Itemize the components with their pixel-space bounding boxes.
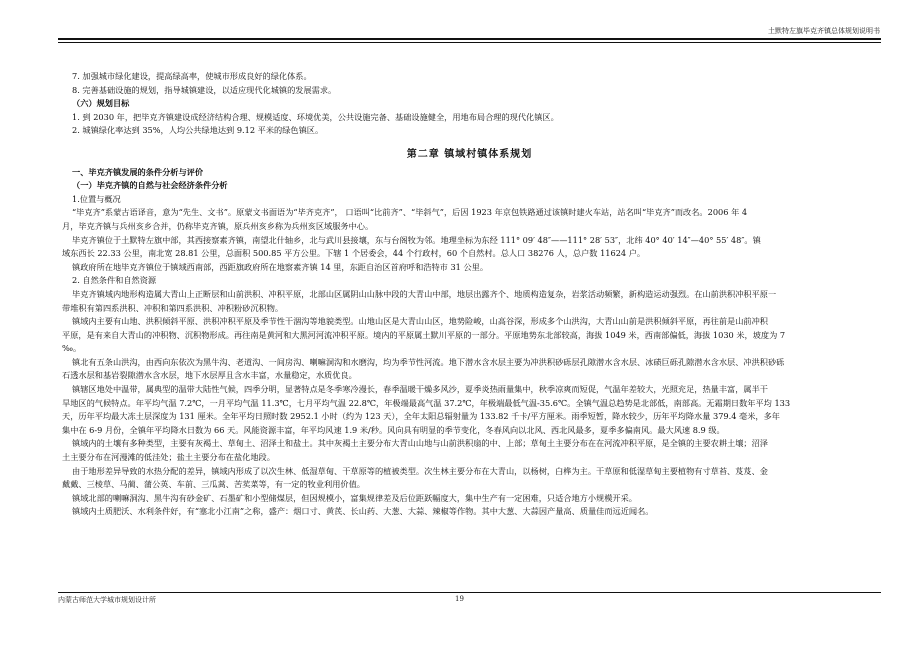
footer-rule [58, 592, 881, 593]
running-header: 土默特左旗毕克齐镇总体规划说明书 [768, 27, 880, 35]
paragraph-line: 镇域内的土壤有多种类型，主要有灰褐土、草甸土、沼泽土和盐土。其中灰褐土主要分布大青山山地与山前洪积扇的中、上部；草甸土主要分布在在河流冲积平原，是全镇的主要农耕土壤；沼泽 [72, 438, 768, 449]
paragraph-line: 毕克齐镇域内地形构造属大青山上正断层和山前洪积、冲积平原，北部山区属阴山山脉中段的大青山中部，地层出露齐个、地质构造复杂，岩浆活动频繁，新构造运动强烈。在山前洪积冲积平原一 [72, 288, 777, 299]
footer-institution: 内蒙古师范大学城市规划设计所 [58, 596, 156, 604]
paragraph-line: 镇域内主要有山地、洪积倾斜平原、洪积冲积平原及季节性干涸沟等地貌类型。山地山区是大青山山区，地势险峻，山高谷深，形成多个山洪沟，大青山山前是洪积倾斜平原，再往前是山前冲积 [72, 316, 768, 327]
paragraph-line: “毕克齐”系蒙古语译音，意为“先生、文书”。原蒙文书面语为“毕齐克齐”， 口语叫“比前齐”、“毕斜气”，后因 1923 年京包铁路通过该镇时建火车站，站名叫“毕克齐”而改名。2006 年 4 [72, 207, 748, 218]
paragraph-line: 1. 到 2030 年，把毕克齐镇建设成经济结构合理、规模适度、环境优美，公共设施完备、基础设施健全，用地布局合理的现代化镇区。 [72, 111, 559, 122]
header-rule-thin [58, 42, 881, 43]
paragraph-line: 集中在 6-9 月份，全镇年平均降水日数为 66 天。风能资源丰富，年平均风速 1.9 米/秒。风向具有明显的季节变化，冬春风向以北风、西北风最多，夏季多偏南风。最大风速 8.9 级。 [62, 424, 725, 435]
paragraph-line: 镇辖区地处中温带，属典型的温带大陆性气候，四季分明，显著特点是冬季寒冷漫长，春季温暖干燥多风沙，夏季炎热雨量集中，秋季凉爽而短促，气温年差较大，光照充足，热量丰富，属半干 [72, 384, 768, 395]
paragraph-line: 7. 加强城市绿化建设，提高绿高率，使城市形成良好的绿化体系。 [72, 71, 312, 81]
paragraph-line: 镇域北部的喇嘛洞沟、黑牛沟有砂金矿、石墨矿和小型储煤层，但因规模小，富集规律差及后位距跃幅度大，集中生产有一定困难，只适合地方小规模开采。 [72, 492, 637, 503]
paragraph-line: 由于地形差异导致的水热分配的差异，镇域内形成了以次生林、低湿草甸、干草原等的植被类型。次生林主要分布在大青山，以杨树，白桦为主。干草原和低湿草甸主要植物有寸草苔、芨芨、金 [72, 465, 768, 476]
paragraph-line: 域东西长 22.33 公里，南北宽 28.81 公里，总面积 500.85 平方公里。下辖 1 个居委会，44 个行政村，60 个自然村。总人口 38276 人，总户数 11624 户。 [62, 248, 646, 259]
paragraph-line: 1.位置与概况 [72, 193, 121, 204]
paragraph-line: 土主要分布在河漫滩的低洼处；盐土主要分布在盐化地段。 [62, 452, 275, 463]
paragraph-line: 天，历年平均最大冻土层深度为 131 厘米。全年平均日照时数 2952.1 小时（约为 123 天），全年太阳总辐射量为 133.82 千卡/平方厘米。雨季短暂，降水较少，历年平均降水量 379.4 毫米，多年 [62, 411, 780, 422]
paragraph-line: 戴戴、三棱草、马蔺、蒲公英、车前、三瓜蒿、苦荬菜等，有一定的牧业利用价值。 [62, 479, 365, 490]
paragraph-line: 月，毕克齐镇与兵州亥乡合并，仍称毕克齐镇，原兵州亥乡称为兵州亥区域服务中心。 [62, 220, 374, 231]
section-heading: （六）规划目标 [72, 98, 130, 109]
paragraph-line: 旱地区的气候特点。年平均气温 7.2℃，一月平均气温 11.3℃，七月平均气温 22.8℃，年极端最高气温 37.2℃，年极端最低气温-35.6℃。全镇气温总趋势是北部低，南部高。无霜期日数年平均 133 [62, 397, 791, 408]
paragraph-line: 毕克齐镇位于土默特左旗中部，其西接察素齐镇，南望北什轴乡，北与武川县接壤，东与台阁牧为邻。地理坐标为东经 111° 09′ 48″——111° 28′ 53″，北纬 40° 40′ 14″—40° 55′ 48″。镇 [72, 234, 761, 245]
paragraph-line: ‰。 [62, 343, 82, 354]
body-text [62, 70, 877, 519]
section-heading: （一）毕克齐镇的自然与社会经济条件分析 [72, 180, 228, 191]
paragraph-line: 石透水层和基岩裂隙潜水含水层，地下水层厚且含水丰富，水量稳定，水质优良。 [62, 370, 357, 381]
paragraph-line: 2. 城镇绿化率达到 35%，人均公共绿地达到 9.12 平米的绿色镇区。 [72, 125, 324, 136]
paragraph-line: 平原，是有来自大青山的冲积物、沉积物形成。再往南是黄河和大黑河河流冲积平原。境内的平原属土默川平原的一部分。平原地势东北部较高，海拔 1049 米，西南部偏低，海拔 1030 米，坡度为 7 [62, 329, 786, 340]
paragraph-line: 镇域内土质肥沃、水利条件好，有“塞北小江南”之称，盛产：烟口寸、黄芪、长山药、大葱、大蒜、辣椒等作物。其中大葱、大蒜因产量高、质量佳而远近闻名。 [72, 506, 654, 517]
header-rule [58, 38, 881, 40]
paragraph-line: 带堆积有第四系洪积、冲积和第四系洪积、冲积粉砂沉积物。 [62, 302, 284, 313]
paragraph-line: 8. 完善基础设施的规划，指导城镇建设，以适应现代化城镇的发展需求。 [72, 84, 337, 95]
section-heading: 一、毕克齐镇发展的条件分析与评价 [72, 166, 204, 177]
paragraph-line: 2. 自然条件和自然资源 [72, 275, 157, 286]
paragraph-line: 镇北有五条山洪沟，由西向东依次为黑牛沟、老道沟、一间房沟、喇嘛洞沟和水磨沟，均为季节性河流。地下潜水含水层主要为冲洪积砂砾层孔隙潜水含水层、冰碛巨砾孔隙潜水含水层、冲洪积砂砾 [72, 356, 785, 367]
paragraph-line: 镇政府所在地毕克齐镇位于镇域西南部，西距旗政府所在地察素齐镇 14 里，东距自治区首府呼和浩特市 31 公里。 [72, 261, 489, 272]
page-number: 19 [455, 595, 464, 603]
chapter-heading: 第二章 镇域村镇体系规划 [406, 148, 533, 160]
